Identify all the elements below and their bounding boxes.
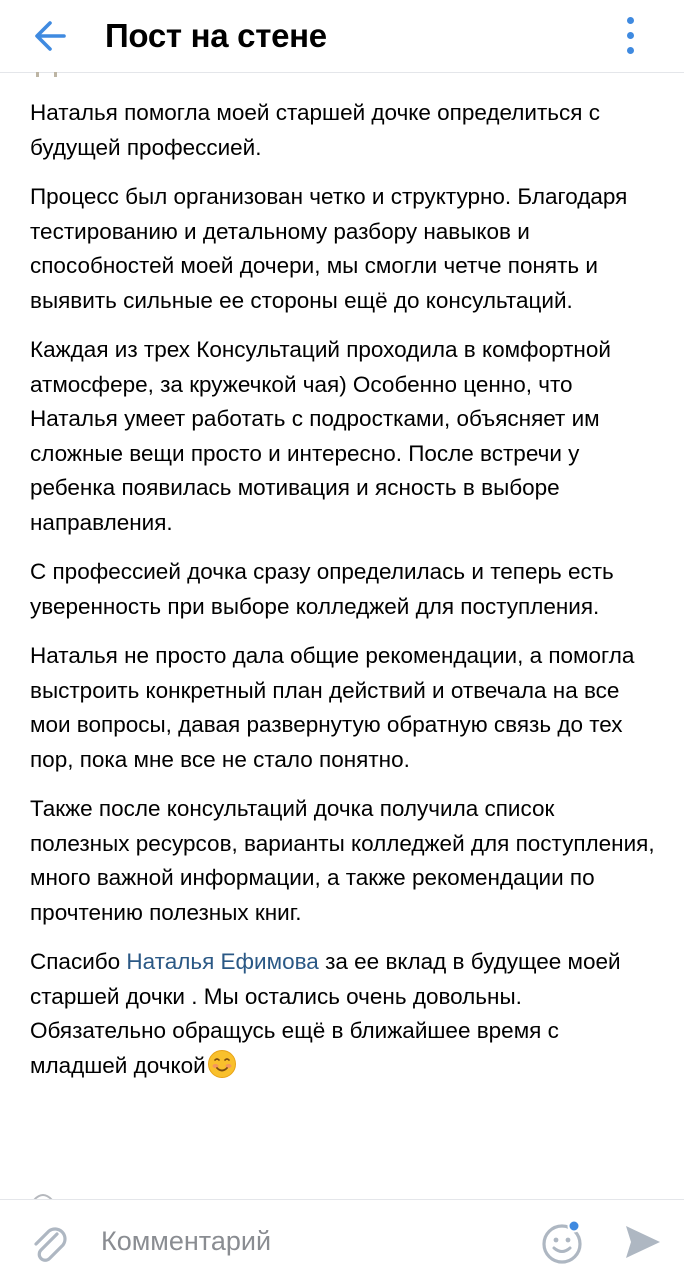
send-button[interactable] — [620, 1220, 666, 1264]
thanks-text: за ее вклад в будущее моей старшей дочки . Мы остались очень довольны. Обязательно обращусь ещё в ближайшее время с младшей дочкой — [30, 949, 621, 1078]
back-button[interactable] — [26, 14, 76, 58]
vertical-dots-icon — [627, 17, 634, 24]
thanks-prefix: Спасибо — [30, 949, 127, 974]
post-text — [30, 96, 660, 1098]
post-paragraph: Наталья помогла моей старшей дочке определиться с будущей профессией. — [30, 100, 600, 160]
post-paragraph: Каждая из трех Консультаций проходила в комфортной атмосфере, за кружечкой чая) Особенно ценно, что Наталья умеет работать с подростками, объясняет им сложные вещи просто и интересно. После встречи у ребенка появилась мотивация и ясность в выборе направления. — [30, 337, 611, 535]
paperclip-icon — [26, 1220, 72, 1266]
smiley-icon — [540, 1218, 588, 1266]
post-paragraph: Наталья не просто дала общие рекомендации, а помогла выстроить конкретный план действий и отвечала на все мои вопросы, давая развернутую обратную связь до тех пор, пока мне все не стало понятно. — [30, 643, 635, 772]
send-icon — [620, 1220, 666, 1264]
comment-input[interactable] — [101, 1218, 521, 1264]
smiling-face-emoji-icon — [207, 1049, 237, 1079]
arrow-left-icon — [26, 14, 76, 58]
emoji-button[interactable] — [540, 1218, 588, 1266]
comment-composer — [0, 1199, 684, 1281]
top-bar — [0, 0, 684, 73]
post-paragraph-thanks — [30, 945, 660, 1083]
post-paragraph: Также после консультаций дочка получила список полезных ресурсов, варианты колледжей для поступления, много важной информации, а также рекомендации по прочтению полезных книг. — [30, 796, 655, 925]
mention-link[interactable]: Наталья Ефимова — [126, 949, 319, 974]
post-paragraph: Процесс был организован четко и структурно. Благодаря тестированию и детальному разбору навыков и способностей моей дочери, мы смогли четче понять и выявить сильные ее стороны ещё до консультаций. — [30, 184, 628, 313]
cut-off-text-fragment — [32, 72, 62, 78]
attach-button[interactable] — [26, 1220, 72, 1266]
more-options-button[interactable] — [614, 12, 648, 60]
post-paragraph: С профессией дочка сразу определилась и теперь есть уверенность при выборе колледжей для поступления. — [30, 559, 614, 619]
page-title: Пост на стене — [105, 17, 327, 54]
